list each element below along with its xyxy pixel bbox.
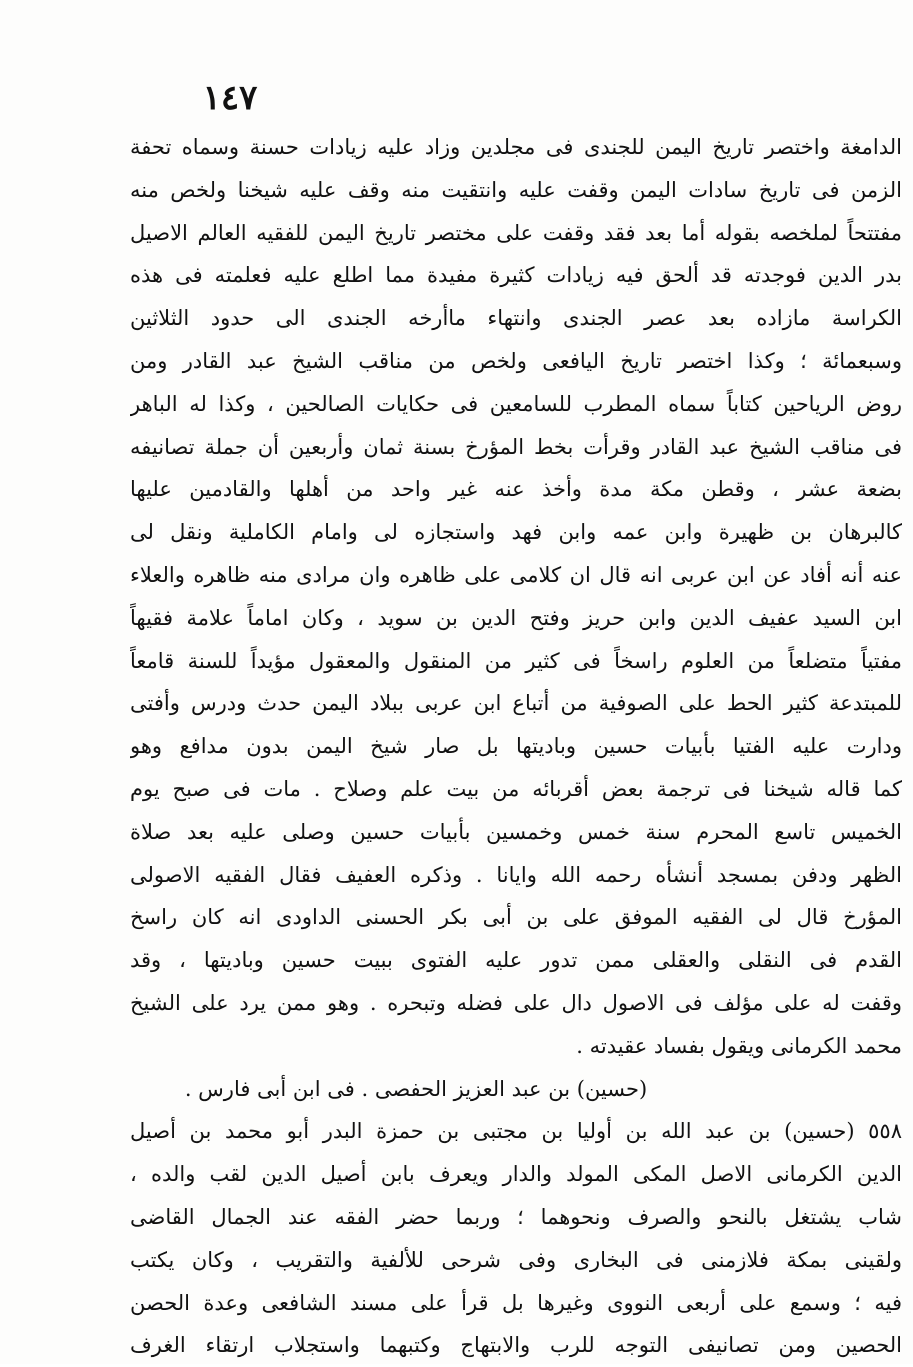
- text-line: القدم فى النقلى والعقلى ممن تدور عليه الفتوى ببيت حسين وباديتها ، وقد: [130, 948, 902, 973]
- text-line: كما قاله شيخنا فى ترجمة بعض أقربائه من بيت علم وصلاح . مات فى صبح يوم: [130, 776, 902, 801]
- text-line: بدر الدين فوجدته قد ألحق فيه زيادات كثيرة مفيدة مما اطلع عليه فعلمته فى هذه: [130, 263, 902, 288]
- text-line: الدين الكرمانى الاصل المكى المولد والدار ويعرف بابن أصيل الدين لقب والده ،: [130, 1162, 902, 1187]
- text-line: المؤرخ قال لى الفقيه الموفق على بن أبى بكر الحسنى الداودى انه كان راسخ: [130, 905, 902, 930]
- text-line: محمد الكرمانى ويقول بفساد عقيدته .: [576, 1033, 902, 1058]
- text-line: روض الرياحين كتاباً سماه المطرب للسامعين فى حكايات الصالحين ، وكذا له الباهر: [130, 391, 902, 416]
- text-line: ابن السيد عفيف الدين وابن حريز وفتح الدين بن سويد ، وكان اماماً علامة فقيهاً: [130, 605, 902, 630]
- entry-heading-line: ٥٥٨ (حسين) بن عبد الله بن أوليا بن مجتبى بن حمزة البدر أبو محمد بن أصيل: [130, 1119, 902, 1144]
- cross-reference-line: (حسين) بن عبد العزيز الحفصى . فى ابن أبى فارس .: [184, 1076, 648, 1101]
- text-line: شاب يشتغل بالنحو والصرف ونحوهما ؛ وربما حضر الفقه عند الجمال القاضى: [130, 1204, 902, 1229]
- text-line: مفتتحاً لملخصه بقوله أما بعد فقد وقفت على مختصر تاريخ اليمن للفقيه العالم الاصيل: [130, 220, 902, 245]
- text-line: عنه أنه أفاد عن ابن عربى انه قال ان كلامى على ظاهره وان مرادى منه ظاهره والعلاء: [130, 562, 902, 587]
- text-line: فى مناقب الشيخ عبد القادر وقرأت بخط المؤرخ بسنة ثمان وأربعين أن جملة تصانيفه: [130, 434, 902, 459]
- text-line: الزمن فى تاريخ سادات اليمن وقفت عليه وانتقيت منه وقف عليه شيخنا ولخص منه: [130, 177, 902, 202]
- text-line: الدامغة واختصر تاريخ اليمن للجندى فى مجلدين وزاد عليه زيادات حسنة وسماه تحفة: [130, 135, 902, 159]
- page-text: [130, 126, 902, 1367]
- text-line: وسبعمائة ؛ وكذا اختصر تاريخ اليافعى ولخص من مناقب الشيخ عبد القادر ومن: [130, 348, 902, 373]
- text-line: فيه ؛ وسمع على أربعى النووى وغيرها بل قرأ على مسند الشافعى وعدة الحصن: [130, 1290, 902, 1315]
- page-number: ١٤٧: [202, 78, 258, 118]
- text-line: كالبرهان بن ظهيرة وابن عمه وابن فهد واستجازه لى وامام الكاملية ونقل لى: [130, 520, 902, 545]
- text-line: ودارت عليه الفتيا بأبيات حسين وباديتها بل صار شيخ اليمن بدون مدافع وهو: [130, 734, 902, 759]
- text-line: الخميس تاسع المحرم سنة خمس وخمسين بأبيات حسين وصلى عليه بعد صلاة: [130, 819, 902, 844]
- text-line: الكراسة مازاده بعد عصر الجندى وانتهاء ماأرخه الجندى الى حدود الثلاثين: [130, 306, 902, 331]
- text-line: الحصين ومن تصانيفى التوجه للرب والابتهاج وكتبهما واستجلاب ارتقاء الغرف: [130, 1333, 902, 1358]
- text-line: وقفت له على مؤلف فى الاصول دال على فضله وتبحره . وهو ممن يرد على الشيخ: [130, 990, 902, 1015]
- text-line: بضعة عشر ، وقطن مكة مدة وأخذ عنه غير واحد من أهلها والقادمين عليها: [130, 477, 902, 502]
- text-line: للمبتدعة كثير الحط على الصوفية من أتباع ابن عربى ببلاد اليمن حدث ودرس وأفتى: [130, 691, 902, 716]
- text-line: الظهر ودفن بمسجد أنشأه رحمه الله وايانا . وذكره العفيف فقال الفقيه الاصولى: [130, 862, 902, 887]
- text-line: ولقينى بمكة فلازمنى فى البخارى وفى شرحى للألفية والتقريب ، وكان يكتب: [130, 1247, 902, 1272]
- text-line: مفتياً متضلعاً من العلوم راسخاً فى كثير من المنقول والمعقول مؤيداً للسنة قامعاً: [130, 648, 902, 673]
